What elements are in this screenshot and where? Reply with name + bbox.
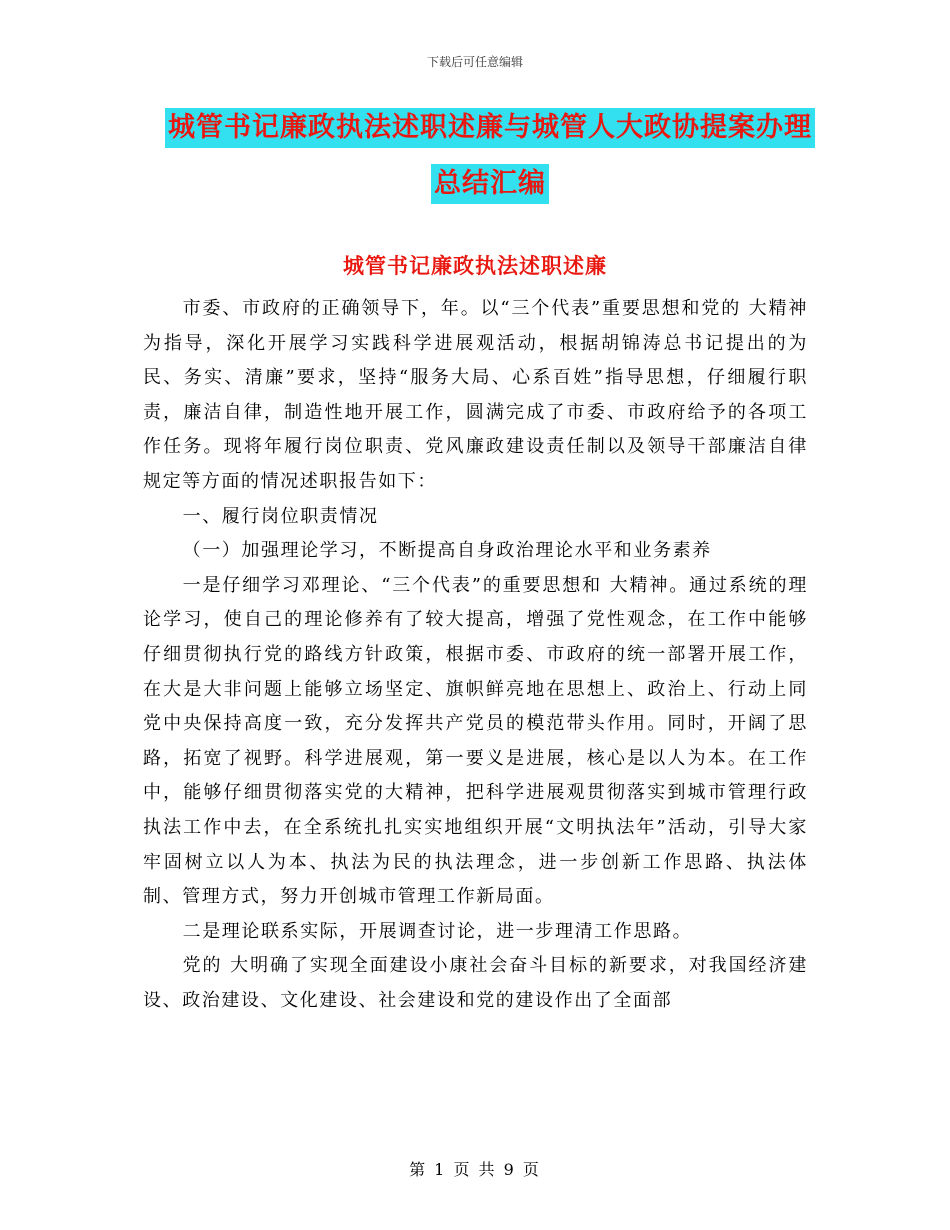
paragraph-subheading-1: （一）加强理论学习，不断提高自身政治理论水平和业务素养 <box>182 540 712 562</box>
paragraph-point-2: 二是理论联系实际，开展调查讨论，进一步理清工作思路。 <box>182 920 693 942</box>
header-note: 下载后可任意编辑 <box>426 55 523 69</box>
document-title-line-1: 城管书记廉政执法述职述廉与城管人大政协提案办理 <box>165 108 815 148</box>
page-footer: 第 1 页 共 9 页 <box>409 1160 541 1179</box>
paragraph-continued: 党的 大明确了实现全面建设小康社会奋斗目标的新要求，对我国经济建设、政治建设、文化建设、社会建设和党的建设作出了全面部 <box>143 955 808 1011</box>
paragraph-point-1: 一是仔细学习邓理论、“三个代表”的重要思想和 大精神。通过系统的理论学习，使自己的理论修养有了较大提高，增强了党性观念，在工作中能够仔细贯彻执行党的路线方针政策，根据市委、市政府的统一部署开展工作，在大是大非问题上能够立场坚定、旗帜鲜亮地在思想上、政治上、行动上同党中央保持高度一致，充分发挥共产党员的模范带头作用。同时，开阔了思路，拓宽了视野。科学进展观，第一要义是进展，核心是以人为本。在工作中，能够仔细贯彻落实党的大精神，把科学进展观贯彻落实到城市管理行政执法工作中去，在全系统扎扎实实地组织开展“文明执法年”活动，引导大家牢固树立以人为本、执法为民的执法理念，进一步创新工作思路、执法体制、管理方式，努力开创城市管理工作新局面。 <box>143 574 808 908</box>
paragraph-intro: 市委、市政府的正确领导下，年。以“三个代表”重要思想和党的 大精神为指导，深化开展学习实践科学进展观活动，根据胡锦涛总书记提出的为民、务实、清廉”要求，坚持“服务大局、心系百姓”指导思想，仔细履行职责，廉洁自律，制造性地开展工作，圆满完成了市委、市政府给予的各项工作任务。现将年履行岗位职责、党风廉政建设责任制以及领导干部廉洁自律规定等方面的情况述职报告如下： <box>143 298 808 492</box>
document-title <box>140 108 840 204</box>
document-body <box>143 292 808 1018</box>
document-title-line-2: 总结汇编 <box>431 164 549 204</box>
section-title: 城管书记廉政执法述职述廉 <box>343 253 607 278</box>
paragraph-heading-1: 一、履行岗位职责情况 <box>182 505 379 527</box>
